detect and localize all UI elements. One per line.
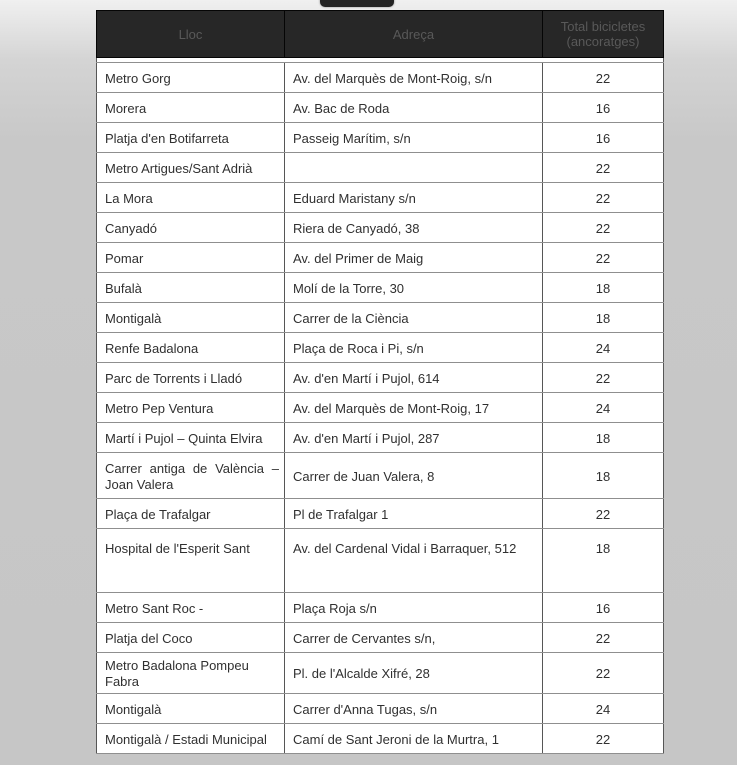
cell-lloc: Montigalà / Estadi Municipal: [97, 724, 285, 754]
cell-adreca: Av. del Marquès de Mont-Roig, 17: [285, 393, 543, 423]
cell-total: 22: [543, 243, 664, 273]
cell-total: 22: [543, 63, 664, 93]
cell-adreca: Av. del Primer de Maig: [285, 243, 543, 273]
cell-lloc: Renfe Badalona: [97, 333, 285, 363]
cell-adreca: Camí de Sant Jeroni de la Murtra, 1: [285, 724, 543, 754]
table-header: [97, 11, 664, 63]
cell-lloc: Metro Gorg: [97, 63, 285, 93]
toolbar-pill: [320, 0, 394, 7]
table-row: [97, 499, 664, 529]
cell-adreca: Passeig Marítim, s/n: [285, 123, 543, 153]
table-row: [97, 153, 664, 183]
cell-adreca: Riera de Canyadó, 38: [285, 213, 543, 243]
cell-lloc: Platja d'en Botifarreta: [97, 123, 285, 153]
cell-lloc: Metro Sant Roc -: [97, 593, 285, 623]
cell-lloc: Canyadó: [97, 213, 285, 243]
cell-lloc: Parc de Torrents i Lladó: [97, 363, 285, 393]
bike-stations-table: [96, 10, 664, 754]
cell-lloc: Carrer antiga de València – Joan Valera: [97, 453, 285, 499]
cell-adreca: Carrer de Juan Valera, 8: [285, 453, 543, 499]
table-row: [97, 333, 664, 363]
cell-total: 22: [543, 153, 664, 183]
cell-adreca: Carrer de la Ciència: [285, 303, 543, 333]
cell-adreca: Pl de Trafalgar 1: [285, 499, 543, 529]
cell-total: 18: [543, 303, 664, 333]
cell-adreca: Av. d'en Martí i Pujol, 614: [285, 363, 543, 393]
table-row: [97, 93, 664, 123]
cell-lloc: Metro Pep Ventura: [97, 393, 285, 423]
cell-total: 24: [543, 694, 664, 724]
cell-total: 22: [543, 724, 664, 754]
cell-total: 18: [543, 423, 664, 453]
cell-lloc: Montigalà: [97, 694, 285, 724]
cell-lloc: Metro Artigues/Sant Adrià: [97, 153, 285, 183]
table-row: [97, 529, 664, 593]
table-row: [97, 593, 664, 623]
column-header-total-line2: (ancoratges): [566, 34, 640, 49]
cell-lloc: Martí i Pujol – Quinta Elvira: [97, 423, 285, 453]
table-row: [97, 724, 664, 754]
cell-lloc: Metro Badalona Pompeu Fabra: [97, 653, 285, 694]
cell-lloc: Hospital de l'Esperit Sant: [97, 529, 285, 593]
cell-lloc: Montigalà: [97, 303, 285, 333]
cell-adreca: Carrer d'Anna Tugas, s/n: [285, 694, 543, 724]
table-body: [97, 63, 664, 754]
cell-total: 16: [543, 123, 664, 153]
table-row: [97, 653, 664, 694]
cell-lloc: Morera: [97, 93, 285, 123]
table-row: [97, 303, 664, 333]
cell-total: 18: [543, 273, 664, 303]
cell-adreca: Molí de la Torre, 30: [285, 273, 543, 303]
cell-adreca: Av. d'en Martí i Pujol, 287: [285, 423, 543, 453]
table-row: [97, 363, 664, 393]
table-row: [97, 243, 664, 273]
cell-lloc: Pomar: [97, 243, 285, 273]
cell-lloc: Bufalà: [97, 273, 285, 303]
cell-total: 22: [543, 653, 664, 694]
cell-total: 22: [543, 213, 664, 243]
table-row: [97, 123, 664, 153]
table-row: [97, 623, 664, 653]
cell-total: 22: [543, 499, 664, 529]
document-area: [96, 10, 663, 754]
cell-adreca: Av. del Cardenal Vidal i Barraquer, 512: [285, 529, 543, 593]
cell-adreca: Av. Bac de Roda: [285, 93, 543, 123]
cell-adreca: Eduard Maristany s/n: [285, 183, 543, 213]
cell-total: 22: [543, 623, 664, 653]
column-header-total: [543, 11, 664, 58]
column-header-adreca: Adreça: [285, 11, 543, 58]
cell-adreca: Plaça de Roca i Pi, s/n: [285, 333, 543, 363]
cell-total: 18: [543, 529, 664, 593]
cell-total: 18: [543, 453, 664, 499]
cell-adreca: [285, 153, 543, 183]
cell-lloc: La Mora: [97, 183, 285, 213]
cell-total: 22: [543, 363, 664, 393]
cell-lloc: Plaça de Trafalgar: [97, 499, 285, 529]
cell-adreca: Carrer de Cervantes s/n,: [285, 623, 543, 653]
cell-adreca: Plaça Roja s/n: [285, 593, 543, 623]
table-row: [97, 453, 664, 499]
cell-total: 16: [543, 93, 664, 123]
table-row: [97, 183, 664, 213]
cell-adreca: Pl. de l'Alcalde Xifré, 28: [285, 653, 543, 694]
cell-adreca: Av. del Marquès de Mont-Roig, s/n: [285, 63, 543, 93]
cell-total: 22: [543, 183, 664, 213]
table-row: [97, 423, 664, 453]
column-header-total-line1: Total bicicletes: [560, 19, 646, 34]
table-row: [97, 63, 664, 93]
cell-total: 24: [543, 333, 664, 363]
table-row: [97, 273, 664, 303]
cell-lloc: Platja del Coco: [97, 623, 285, 653]
header-row: [97, 11, 664, 58]
table-row: [97, 213, 664, 243]
table-row: [97, 694, 664, 724]
column-header-lloc: Lloc: [97, 11, 285, 58]
cell-total: 16: [543, 593, 664, 623]
cell-total: 24: [543, 393, 664, 423]
table-row: [97, 393, 664, 423]
